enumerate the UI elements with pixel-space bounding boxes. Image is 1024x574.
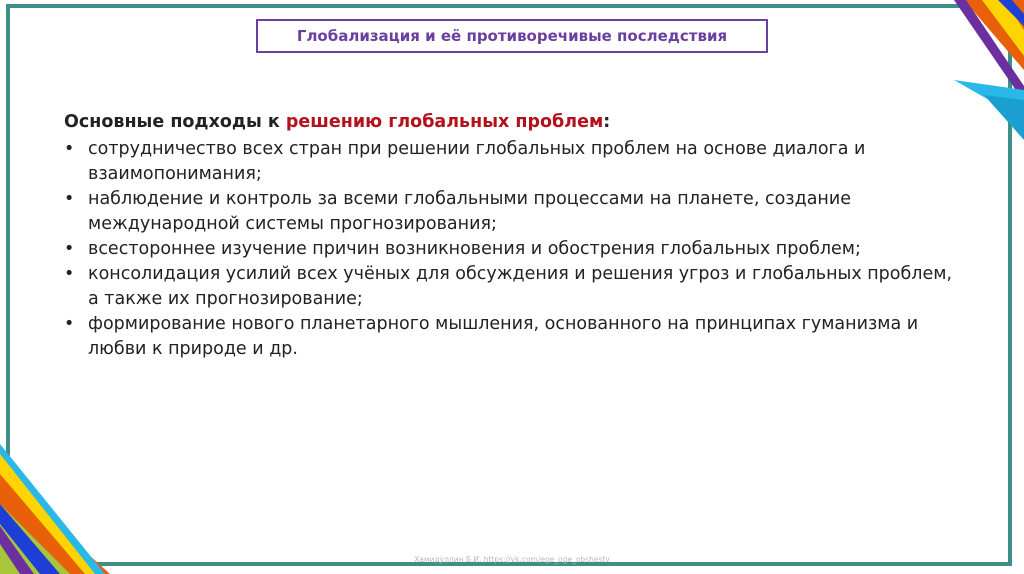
approach-list [64, 137, 964, 362]
list-item: • формирование нового планетарного мышления, основанного на принципах гуманизма и любви к природе и др. [64, 312, 964, 362]
list-item: • консолидация усилий всех учёных для обсуждения и решения угроз и глобальных проблем, а также их прогнозирование; [64, 262, 964, 312]
list-item: • всестороннее изучение причин возникновения и обострения глобальных проблем; [64, 237, 964, 262]
intro-highlight: решению глобальных проблем [285, 112, 604, 132]
corner-decoration-top-right [954, 0, 1024, 140]
slide-title: Глобализация и её противоречивые последствия [256, 19, 768, 53]
list-item: • наблюдение и контроль за всеми глобальными процессами на планете, создание международной системы прогнозирования; [64, 187, 964, 237]
intro-prefix: Основные подходы к [64, 112, 286, 132]
slide-content [64, 110, 964, 362]
slide-footer: Хамидуллин Б.И. https://vk.com/ege_oge_obshestv [414, 555, 610, 564]
list-item: • сотрудничество всех стран при решении глобальных проблем на основе диалога и взаимопонимания; [64, 137, 964, 187]
intro-heading [64, 110, 964, 135]
intro-suffix: : [603, 112, 611, 132]
